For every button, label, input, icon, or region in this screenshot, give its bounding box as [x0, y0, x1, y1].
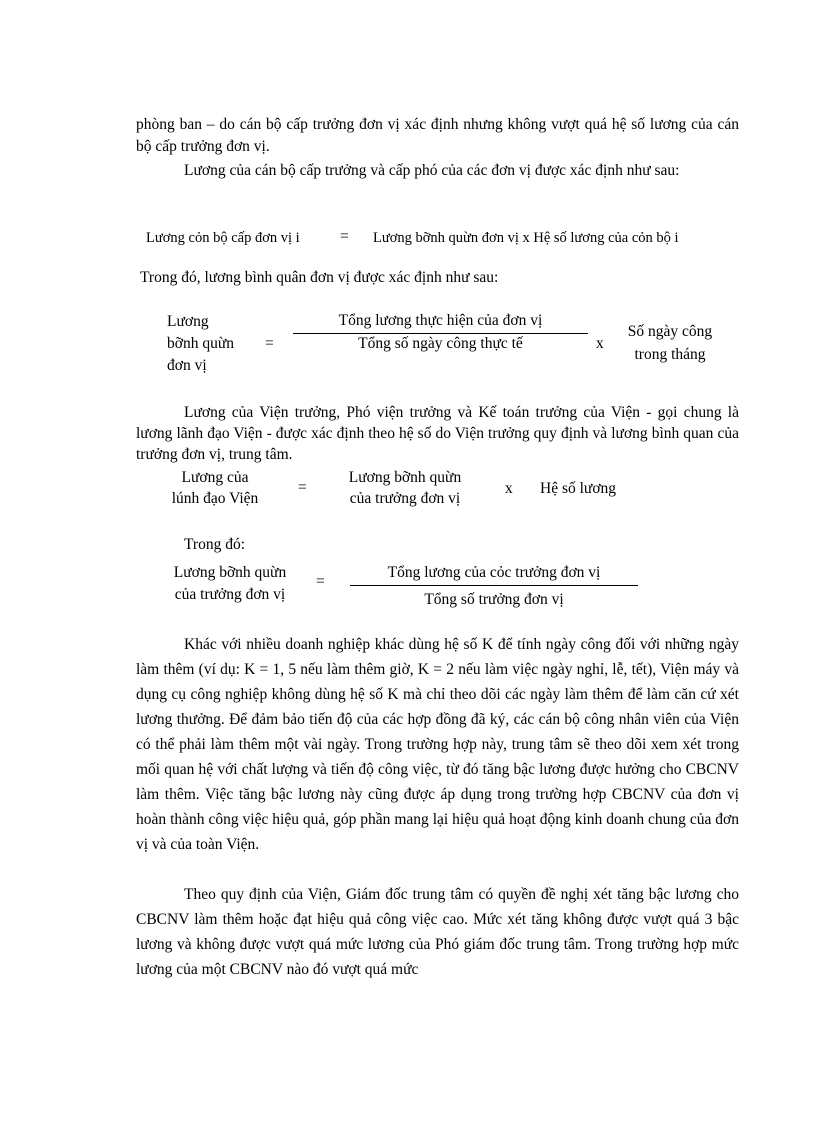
formula-2-left-line2: bỡnh quừn	[167, 335, 234, 352]
formula-3-equals: =	[298, 479, 307, 496]
paragraph-2: Lương của cán bộ cấp trưởng và cấp phó của các đơn vị được xác định như sau:	[184, 162, 680, 179]
formula-4-left-line2: của trưởng đơn vị	[174, 586, 286, 603]
formula-2-right-line2: trong tháng	[634, 346, 706, 363]
formula-1-right: Lương bỡnh quừn đơn vị x Hệ số lương của cỏn bộ i	[373, 230, 679, 246]
formula-3-times: x	[505, 480, 513, 497]
formula-2-equals: =	[265, 335, 274, 352]
formula-2-right-line1: Số ngày công	[627, 323, 713, 340]
formula-2-denominator: Tổng số ngày công thực tế	[358, 335, 523, 352]
paragraph-7: Theo quy định của Viện, Giám đốc trung tâm có quyền đề nghị xét tăng bậc lương cho CBCNV làm thêm hoặc đạt hiệu quả công việc cao. Mức xét tăng không được vượt quá 3 bậc lương và không được vượt quá mức lương của Phó giám đốc trung tâm. Trong trường hợp mức lương của một CBCNV nào đó vượt quá mức	[136, 886, 739, 978]
paragraph-3: Trong đó, lương bình quân đơn vị được xác định như sau:	[140, 269, 499, 286]
formula-2-times: x	[596, 335, 604, 352]
formula-2-left-line3: đơn vị	[167, 357, 207, 374]
formula-1-left: Lương cỏn bộ cấp đơn vị i	[146, 230, 300, 246]
formula-3-middle-line2: của trưởng đơn vị	[349, 490, 461, 507]
formula-3-right: Hệ số lương	[540, 480, 617, 497]
formula-4-fraction-bar	[350, 585, 638, 586]
formula-2-left-line1: Lương	[167, 313, 209, 330]
formula-3-left-line1: Lương của	[181, 469, 249, 486]
formula-4-numerator: Tổng lương của cỏc trưởng đơn vị	[387, 564, 601, 581]
formula-1-equals: =	[340, 228, 349, 245]
formula-3-left-line2: lúnh đạo Viện	[171, 490, 259, 507]
formula-4-left-line1: Lương bỡnh quừn	[173, 564, 287, 581]
formula-4-denominator: Tổng số trưởng đơn vị	[424, 591, 564, 608]
paragraph-6: Khác với nhiều doanh nghiệp khác dùng hệ số K để tính ngày công đối với những ngày làm thêm (ví dụ: K = 1, 5 nếu làm thêm giờ, K = 2 nếu làm việc ngày nghỉ, lễ, tết), Viện máy và dụng cụ công nghiệp không dùng hệ số K mà chỉ theo dõi các ngày làm thêm để làm căn cứ xét lương thưởng. Để đảm bảo tiến độ của các hợp đồng đã ký, các cán bộ công nhân viên của Viện có thể phải làm thêm một vài ngày. Trong trường hợp này, trung tâm sẽ theo dõi xem xét trong mối quan hệ với chất lượng và tiến độ công việc, từ đó tăng bậc lương được hưởng cho CBCNV làm thêm. Việc tăng bậc lương này cũng được áp dụng trong trường hợp CBCNV của đơn vị hoàn thành công việc hiệu quả, góp phần mang lại hiệu quả hoạt động kinh doanh chung của đơn vị và của toàn Viện.	[136, 636, 739, 853]
paragraph-5: Trong đó:	[184, 536, 246, 553]
paragraph-1: phòng ban – do cán bộ cấp trưởng đơn vị xác định nhưng không vượt quá hệ số lương của cán bộ cấp trưởng đơn vị.	[136, 116, 739, 155]
formula-3-middle-line1: Lương bỡnh quừn	[348, 469, 462, 486]
paragraph-4: Lương của Viện trưởng, Phó viện trưởng và Kế toán trưởng của Viện - gọi chung là lương lãnh đạo Viện - được xác định theo hệ số do Viện trưởng quy định và lương bình quan của trưởng đơn vị, trung tâm.	[136, 404, 739, 463]
formula-4-equals: =	[316, 573, 325, 590]
formula-2-numerator: Tổng lương thực hiện của đơn vị	[338, 312, 543, 329]
